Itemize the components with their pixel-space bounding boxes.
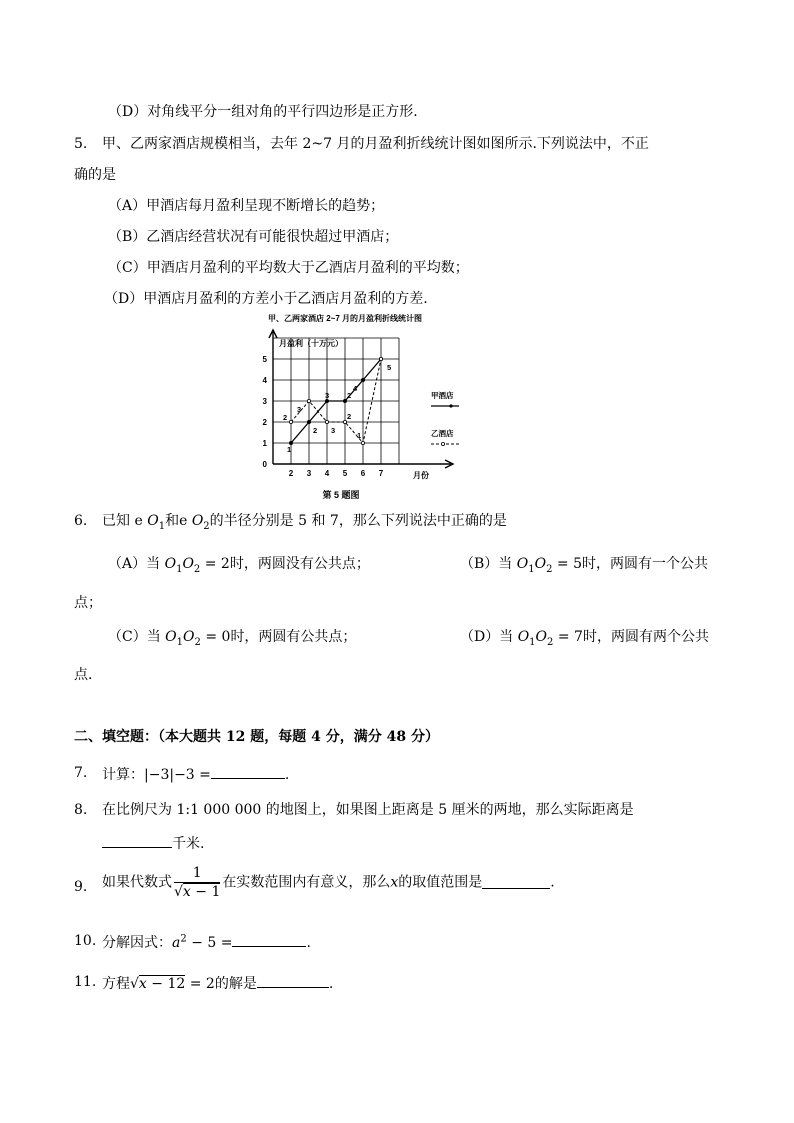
y-tick-label: 0: [262, 460, 267, 469]
data-point: [361, 441, 364, 444]
sub-1: 1: [176, 636, 184, 648]
y-tick-label: 4: [262, 376, 267, 385]
q5-number: 5.: [74, 136, 88, 152]
q6-stem-pre: 已知: [102, 513, 130, 529]
q7-expression: |−3|−3 =: [144, 767, 211, 783]
data-point: [325, 420, 328, 423]
point-label: 1: [357, 431, 362, 440]
var-o: O: [516, 556, 529, 572]
var-o: O: [165, 629, 177, 645]
x-tick-label: 3: [306, 469, 312, 478]
q9-answer-blank[interactable]: [482, 876, 550, 889]
sub-1: 1: [529, 636, 536, 648]
q9-pre: 如果代数式: [102, 874, 172, 891]
y-tick-label: 2: [262, 418, 267, 427]
var-o: O: [147, 513, 159, 529]
point-label: 2: [347, 412, 352, 421]
section-2-heading: 二、填空题：（本大题共 12 题，每题 4 分，满分 48 分）: [74, 729, 439, 745]
q6-and: 和: [165, 513, 180, 529]
sub-1: 1: [176, 563, 183, 575]
q9-denominator: √x − 1: [174, 884, 221, 900]
x-tick-label: 2: [288, 469, 294, 478]
chart-legend: [431, 390, 459, 446]
point-label: 3: [331, 426, 336, 435]
chart-x-axis-label: 月份: [413, 471, 429, 480]
q9-post: 的取值范围是: [398, 874, 483, 891]
var-o: O: [517, 629, 530, 645]
q5-stem-line2: 确的是: [74, 167, 116, 183]
q9-fraction: [174, 866, 220, 899]
legend-label-yi: 乙酒店: [431, 429, 454, 438]
q6-option-a: [108, 557, 370, 575]
q9-line: [102, 866, 555, 899]
var-x: x: [182, 884, 191, 900]
q11-radicand-rest: − 12: [151, 976, 186, 992]
data-point: [379, 357, 382, 360]
y-tick-label: 3: [262, 397, 267, 406]
q11-rhs: = 2: [189, 976, 215, 992]
point-label: 2: [347, 391, 352, 400]
q10-end: .: [306, 935, 311, 951]
point-label: 1: [287, 445, 292, 454]
q6-stem-post: 的半径分别是 5 和 7，那么下列说法中正确的是: [209, 513, 507, 529]
q7-pre: 计算：: [102, 767, 144, 783]
sub-2: 2: [203, 520, 210, 532]
var-a: a: [172, 935, 181, 951]
sub-1: 1: [158, 520, 166, 532]
q4-option-d: （D）对角线平分一组对角的平行四边形是正方形.: [108, 104, 418, 120]
q9-den-rest: − 1: [195, 884, 221, 900]
q6-option-d: [460, 630, 709, 648]
data-point: [361, 378, 364, 381]
q7-end: .: [284, 767, 290, 783]
q6-d-label: （D）当: [460, 629, 514, 645]
circle-symbol: e: [179, 513, 188, 529]
var-o: O: [535, 629, 548, 645]
q6-b-value: = 5: [556, 556, 583, 572]
q6-a-label: （A）当: [108, 556, 161, 572]
legend-marker-yi: [441, 442, 444, 445]
var-x: x: [138, 976, 147, 992]
q8-end: 千米.: [172, 836, 205, 852]
q6-option-c: [108, 630, 356, 648]
q11-post: 的解是: [214, 976, 257, 992]
x-tick-label: 7: [378, 469, 384, 478]
q6-a-value: = 2: [204, 556, 230, 572]
q6-number: 6.: [74, 513, 88, 529]
sub-1: 1: [528, 563, 535, 575]
chart-title: 甲、乙两家酒店 2~7 月的月盈利折线统计图: [267, 314, 423, 323]
q6-option-d-tail: 点.: [74, 667, 93, 683]
data-point: [307, 420, 310, 423]
q6-b-label: （B）当: [460, 556, 513, 572]
q5-option-c: （C）甲酒店月盈利的平均数大于乙酒店月盈利的平均数；: [108, 260, 469, 276]
var-o: O: [191, 513, 204, 529]
chart-tick-labels: [263, 355, 384, 478]
data-point: [289, 420, 292, 423]
point-label: 3: [297, 405, 302, 414]
q10-pre: 分解因式：: [102, 935, 172, 951]
chart-axes: [269, 330, 453, 468]
chart-caption: 第 5 题图: [322, 490, 360, 500]
chart-y-axis-label: 月盈利（十万元）: [279, 339, 343, 348]
sub-2: 2: [547, 636, 554, 648]
q6-c-value: = 0: [205, 629, 231, 645]
q10-answer-blank[interactable]: [232, 934, 306, 947]
q6-option-b-tail: 点；: [74, 595, 102, 611]
q8-line1: 在比例尺为 1:1 000 000 的地图上，如果图上距离是 5 厘米的两地，那么实际距离是: [102, 802, 634, 818]
q6-stem: [102, 514, 507, 532]
q8-line2: [102, 835, 204, 851]
q11-pre: 方程: [102, 976, 130, 992]
legend-label-jia: 甲酒店: [431, 391, 454, 400]
q11-end: .: [328, 976, 334, 992]
legend-marker-jia: [449, 404, 452, 407]
point-label: 4: [353, 384, 358, 393]
var-o: O: [183, 629, 195, 645]
q11-answer-blank[interactable]: [257, 975, 329, 988]
q5-stem-line1: 甲、乙两家酒店规模相当，去年 2~7 月的月盈利折线统计图如图所示.下列说法中，不正: [102, 136, 649, 152]
q6-d-value: = 7: [557, 629, 583, 645]
q9-number: 9.: [74, 879, 88, 895]
circle-symbol: e: [134, 513, 143, 529]
q5-option-b: （B）乙酒店经营状况有可能很快超过甲酒店；: [108, 229, 399, 245]
q9-mid: 在实数范围内有意义，那么: [222, 874, 391, 891]
q6-d-text: 时，两圆有两个公共: [582, 629, 709, 645]
q7-number: 7.: [74, 765, 88, 781]
q6-c-text: 时，两圆有公共点；: [230, 629, 357, 645]
q7-line: [102, 766, 289, 782]
q10-number: 10.: [74, 933, 97, 949]
chart-point-labels: [283, 363, 391, 454]
y-tick-label: 5: [262, 355, 267, 364]
q9-numerator: 1: [174, 866, 220, 883]
q11-line: 方程√x − 12 = 2的解是 .: [102, 976, 334, 992]
profit-line-chart: [255, 312, 475, 507]
x-tick-label: 6: [360, 469, 366, 478]
q6-a-text: 时，两圆没有公共点；: [229, 556, 370, 572]
point-label: 3: [325, 391, 330, 400]
exponent: 2: [180, 933, 187, 945]
sub-2: 2: [193, 563, 201, 575]
q5-option-d: （D）甲酒店月盈利的方差小于乙酒店月盈利的方差.: [104, 291, 428, 307]
q11-number: 11.: [74, 974, 97, 990]
q6-b-text: 时，两圆有一个公共: [582, 556, 709, 572]
x-tick-label: 4: [324, 469, 330, 478]
data-point: [307, 399, 310, 402]
var-o: O: [534, 556, 547, 572]
q10-rest: − 5 =: [191, 935, 233, 951]
q7-answer-blank[interactable]: [211, 766, 285, 779]
point-label: 2: [283, 413, 288, 422]
sub-2: 2: [546, 563, 553, 575]
sub-2: 2: [194, 636, 201, 648]
q6-option-b: [460, 557, 708, 575]
point-label: 5: [387, 363, 392, 372]
point-label: 2: [313, 426, 318, 435]
x-tick-label: 5: [342, 469, 348, 478]
q8-answer-blank[interactable]: [102, 835, 172, 848]
var-x: x: [390, 874, 399, 891]
q6-c-label: （C）当: [108, 629, 161, 645]
var-o: O: [182, 556, 194, 572]
q8-number: 8.: [74, 802, 88, 818]
q9-end: .: [550, 874, 555, 891]
y-tick-label: 1: [262, 439, 267, 448]
q5-option-a: （A）甲酒店每月盈利呈现不断增长的趋势；: [108, 198, 385, 214]
q10-line: [102, 934, 311, 950]
var-o: O: [164, 556, 177, 572]
